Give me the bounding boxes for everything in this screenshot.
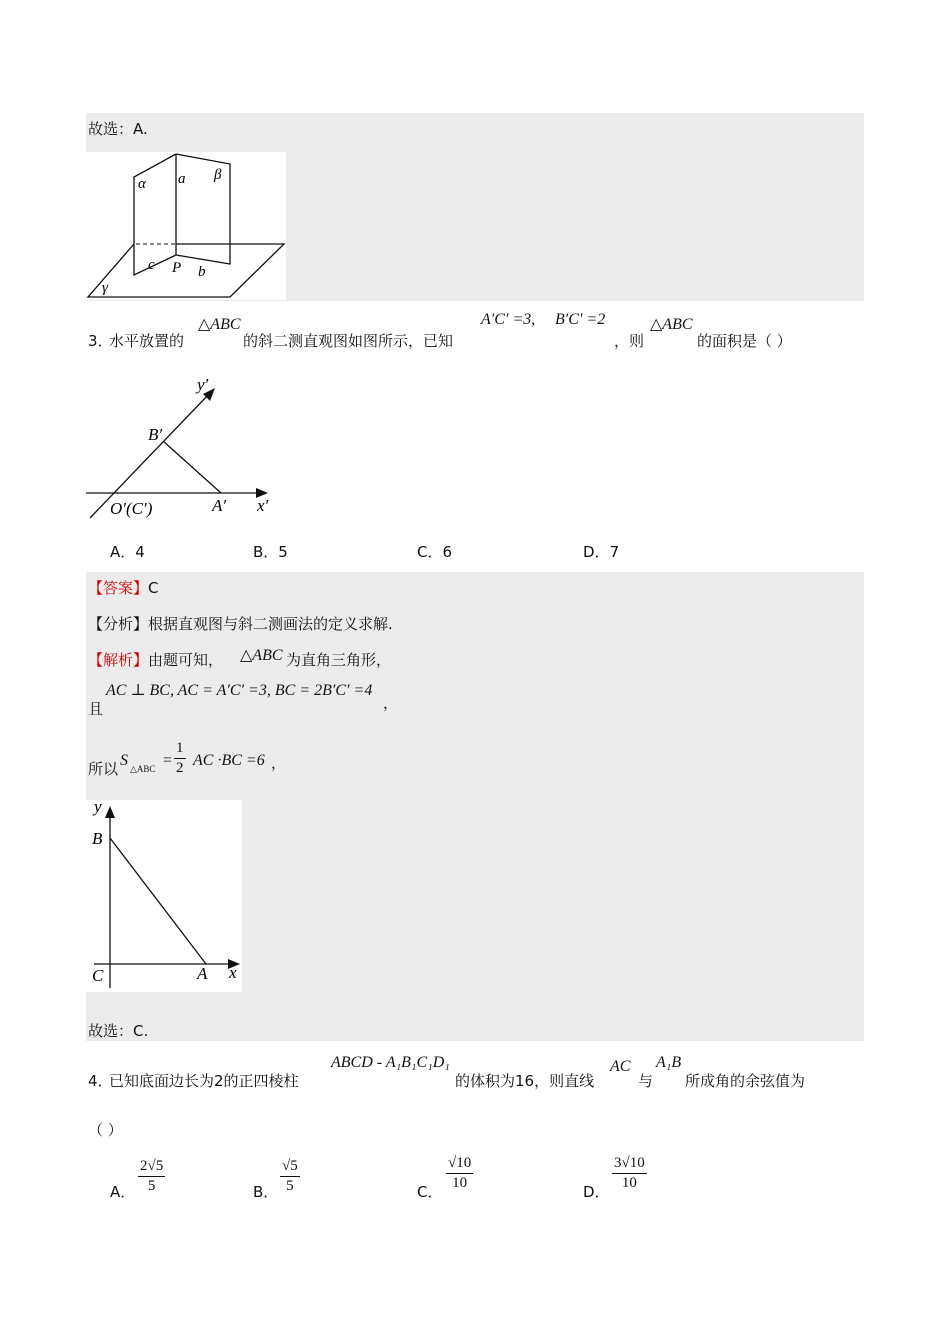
solution-tag: 【解析】 bbox=[88, 651, 149, 669]
area-rest: AC ·BC =6 bbox=[193, 752, 265, 769]
label-b: b bbox=[198, 264, 206, 280]
q3-given-1: A′C′ =3, bbox=[481, 311, 536, 328]
answer-value: C bbox=[148, 579, 159, 597]
area-S: S bbox=[120, 752, 128, 769]
q4-option-c-frac: √10 10 bbox=[448, 1155, 472, 1191]
q4-line-2: A₁B bbox=[656, 1054, 682, 1071]
q3-conclusion: 故选：C. bbox=[88, 1022, 149, 1040]
q3-tri: △ABC bbox=[198, 316, 241, 333]
q4-option-a-frac: 2√5 5 bbox=[140, 1158, 164, 1194]
analysis-tag: 【分析】 bbox=[88, 615, 149, 633]
q4-text-3: 与 bbox=[638, 1072, 654, 1090]
solution-line bbox=[88, 649, 223, 670]
prev-conclusion: 故选：A. bbox=[88, 120, 148, 138]
label-P: P bbox=[172, 260, 182, 276]
segment-BA bbox=[163, 441, 221, 493]
suoyi: 所以 bbox=[88, 760, 119, 778]
analysis-text: 根据直观图与斜二测画法的定义求解. bbox=[148, 615, 393, 633]
label-a: a bbox=[178, 171, 186, 187]
half-fraction bbox=[174, 740, 186, 777]
oblique-figure bbox=[86, 370, 286, 525]
q4-option-d-frac: 3√10 10 bbox=[614, 1155, 645, 1191]
label-A-prime: A′ bbox=[212, 496, 227, 515]
q3-option-c[interactable]: C．6 bbox=[417, 543, 453, 561]
q4-option-b[interactable]: B． bbox=[253, 1183, 279, 1201]
q4-text-2: 的体积为16，则直线 bbox=[455, 1072, 595, 1090]
q4-line-1: AC bbox=[610, 1058, 631, 1075]
qie: 且 bbox=[88, 700, 104, 718]
solution-text-1: 由题可知， bbox=[148, 651, 224, 669]
planes-figure bbox=[86, 152, 286, 300]
q3-text-2: 的斜二测直观图如图所示，已知 bbox=[243, 332, 454, 350]
q3-text-3: ，则 bbox=[614, 332, 645, 350]
area-sub: △ABC bbox=[130, 764, 156, 774]
q3-option-d[interactable]: D．7 bbox=[583, 543, 620, 561]
area-comma: ， bbox=[271, 754, 287, 772]
label-gamma: γ bbox=[102, 280, 108, 296]
label-x-prime: x′ bbox=[257, 496, 269, 515]
q3-text-1: 水平放置的 bbox=[109, 332, 185, 350]
right-triangle-figure bbox=[86, 800, 242, 992]
label-c: c bbox=[148, 257, 155, 273]
answer-tag: 【答案】 bbox=[88, 579, 149, 597]
label-y: y bbox=[94, 800, 102, 816]
q3-number: 3． bbox=[88, 332, 113, 350]
half-den: 2 bbox=[176, 760, 184, 776]
label-beta: β bbox=[214, 167, 222, 183]
planes-figure-bg bbox=[86, 152, 286, 300]
label-x: x bbox=[229, 963, 237, 982]
q3-tri-2: △ABC bbox=[650, 316, 693, 333]
q4-prism: ABCD - A₁B₁C₁D₁ bbox=[331, 1054, 450, 1071]
label-B: B bbox=[92, 829, 103, 848]
q4-option-d[interactable]: D． bbox=[583, 1183, 610, 1201]
label-O-prime: O′(C′) bbox=[110, 499, 153, 518]
q4-text-4: 所成角的余弦值为 bbox=[685, 1072, 806, 1090]
q4-number: 4． bbox=[88, 1072, 113, 1090]
solution-text-2: 为直角三角形， bbox=[286, 651, 392, 669]
answer-line bbox=[88, 577, 159, 598]
area-eq: = bbox=[163, 752, 173, 769]
half-num: 1 bbox=[176, 740, 184, 756]
label-B-prime: B′ bbox=[148, 425, 163, 444]
q3-option-a[interactable]: A．4 bbox=[110, 543, 145, 561]
label-A: A bbox=[197, 964, 208, 983]
q4-paren: （ ） bbox=[88, 1121, 123, 1139]
perp-formula: AC ⊥ BC, AC = A′C′ =3, BC = 2B′C′ =4 bbox=[106, 682, 373, 699]
q4-option-b-frac: √5 5 bbox=[282, 1158, 298, 1194]
q4-option-c[interactable]: C． bbox=[417, 1183, 443, 1201]
q3-given-2: B′C′ =2 bbox=[555, 311, 606, 328]
solution-tri: △ABC bbox=[240, 647, 283, 664]
analysis-line bbox=[88, 613, 393, 634]
label-y-prime: y′ bbox=[197, 375, 209, 394]
q3-option-b[interactable]: B．5 bbox=[253, 543, 288, 561]
q4-option-a[interactable]: A． bbox=[110, 1183, 136, 1201]
q4-text-1: 已知底面边长为2的正四棱柱 bbox=[109, 1072, 299, 1090]
formula-comma: ， bbox=[383, 694, 399, 712]
label-C: C bbox=[92, 966, 104, 985]
label-alpha: α bbox=[138, 176, 146, 192]
q3-text-4: 的面积是（ ） bbox=[697, 332, 792, 350]
